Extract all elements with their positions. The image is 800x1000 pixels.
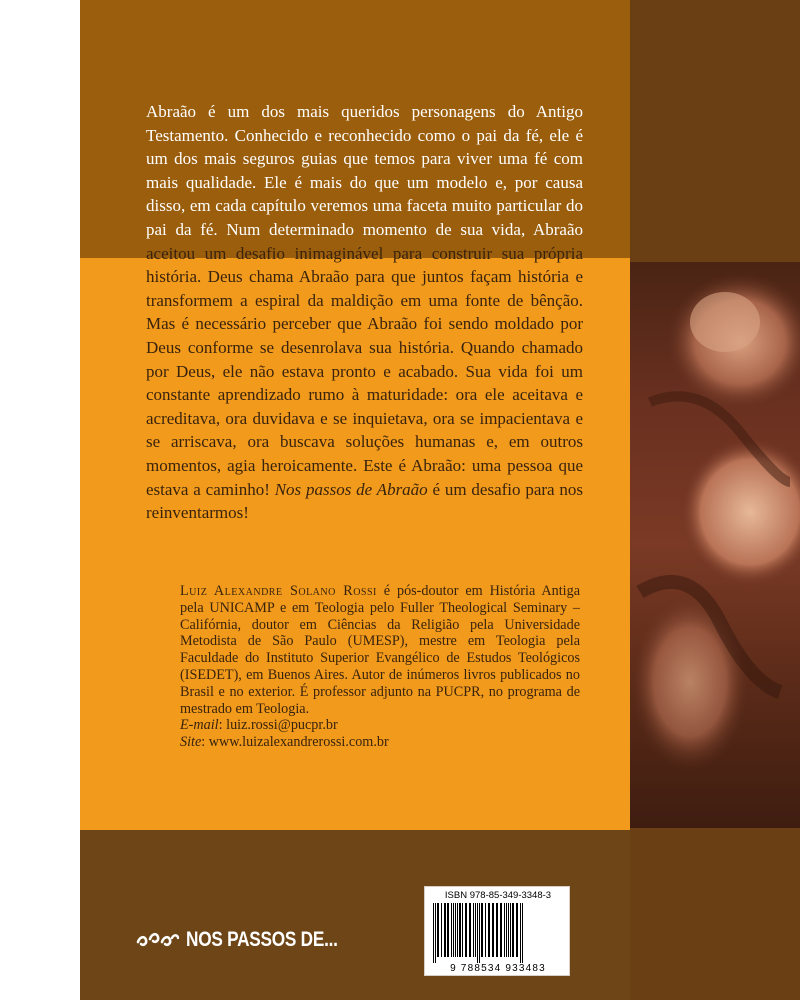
author-email: luiz.rossi@pucpr.br (226, 717, 338, 734)
barcode-bar (522, 903, 523, 963)
barcode-bar (506, 903, 507, 957)
barcode-bar (435, 903, 436, 963)
email-label: E-mail (180, 717, 219, 734)
isbn-label: ISBN 978-85-349-3348-3 (444, 890, 552, 901)
isbn-barcode (424, 886, 570, 976)
author-bio (180, 583, 580, 751)
barcode-bar (451, 903, 452, 957)
barcode-bar (444, 903, 446, 957)
barcode-bar (457, 903, 458, 957)
barcode-bar (459, 903, 461, 957)
painting-illustration (630, 262, 800, 828)
barcode-bar (465, 903, 467, 957)
author-bio-text: é pós-doutor em História Antiga pela UNICAMP e em Teologia pelo Fuller Theological Seminary – Califórnia, doutor em Ciências da Religião pela Universidade Metodista de São Paulo (UMESP), mestre em Teologia pela Faculdade do Instituto Superior Evangélico de Estudos Teológicos (ISEDET), em Buenos Aires. Autor de inúmeros livros publicados no Brasil e no exterior. É professor adjunto na PUCPR, no programa de mestrado em Teologia. (180, 583, 580, 717)
barcode-bar (455, 903, 456, 957)
barcode-bar (520, 903, 521, 963)
footprints-icon (136, 930, 180, 950)
series-name: NOS PASSOS DE... (186, 928, 338, 951)
barcode-bar (462, 903, 463, 957)
author-email-line: E-mail: luiz.rossi@pucpr.br (180, 717, 338, 734)
barcode-bar (441, 903, 442, 957)
barcode-bar (512, 903, 514, 957)
synopsis-part-2: aceitou um desafio inimaginável para construir sua própria história. Deus chama Abraão para que juntos façam história e transformem a espiral da maldição em uma fonte de bênção. Mas é necessário perceber que Abraão foi sendo moldado por Deus conforme se desenrolava sua história. Quando chamado por Deus, ele não estava pronto e acabado. Sua vida foi um constante aprendizado rumo à maturidade: ora ele aceitava e acreditava, ora duvidava e se inquietava, ora se impacientava e se arriscava, ora buscava soluções humanas e, em outros momentos, agia heroicamente. Este é Abraão: uma pessoa que estava a caminho! (146, 243, 583, 499)
synopsis-text (146, 100, 583, 525)
painting-image (630, 262, 800, 828)
barcode-bar (479, 903, 480, 963)
barcode-bar (510, 903, 511, 957)
site-label: Site (180, 734, 202, 751)
barcode-bar (508, 903, 509, 957)
barcode-bar (469, 903, 471, 957)
author-site-line: Site: www.luizalexandrerossi.com.br (180, 734, 389, 751)
barcode-bar (516, 903, 518, 957)
barcode-bar (485, 903, 486, 957)
barcode-bar (447, 903, 449, 957)
barcode-bar (496, 903, 498, 957)
back-cover (80, 0, 800, 1000)
barcode-bar (500, 903, 502, 957)
barcode-bar (433, 903, 434, 963)
barcode-bar (504, 903, 505, 957)
barcode-bar (473, 903, 474, 957)
barcode-digits: 9 788534 933483 (450, 963, 546, 974)
author-bio-paragraph (180, 583, 580, 717)
synopsis-part-1: Abraão é um dos mais queridos personagens do Antigo Testamento. Conhecido e reconhecido como o pai da fé, ele é um dos mais seguros guias que temos para viver uma fé com mais qualidade. Ele é mais do que um modelo e, por causa disso, em cada capítulo veremos uma faceta muito particular do pai da fé. Num determinado momento de sua vida, Abraão (146, 102, 583, 239)
barcode-bar (477, 903, 478, 963)
series-logo (136, 928, 371, 952)
synopsis-part-3: é um desafio para nos reinventarmos! (146, 479, 584, 523)
barcode-bar (492, 903, 494, 957)
author-name: Luiz Alexandre Solano Rossi (180, 583, 377, 599)
barcode-bar (488, 903, 490, 957)
barcode-bar (475, 903, 476, 957)
barcode-bars (431, 903, 565, 963)
barcode-bar (481, 903, 483, 957)
author-site: www.luizalexandrerossi.com.br (208, 734, 389, 751)
barcode-bar (437, 903, 439, 957)
barcode-bar (453, 903, 454, 957)
book-title-inline: Nos passos de Abraão (274, 479, 428, 499)
